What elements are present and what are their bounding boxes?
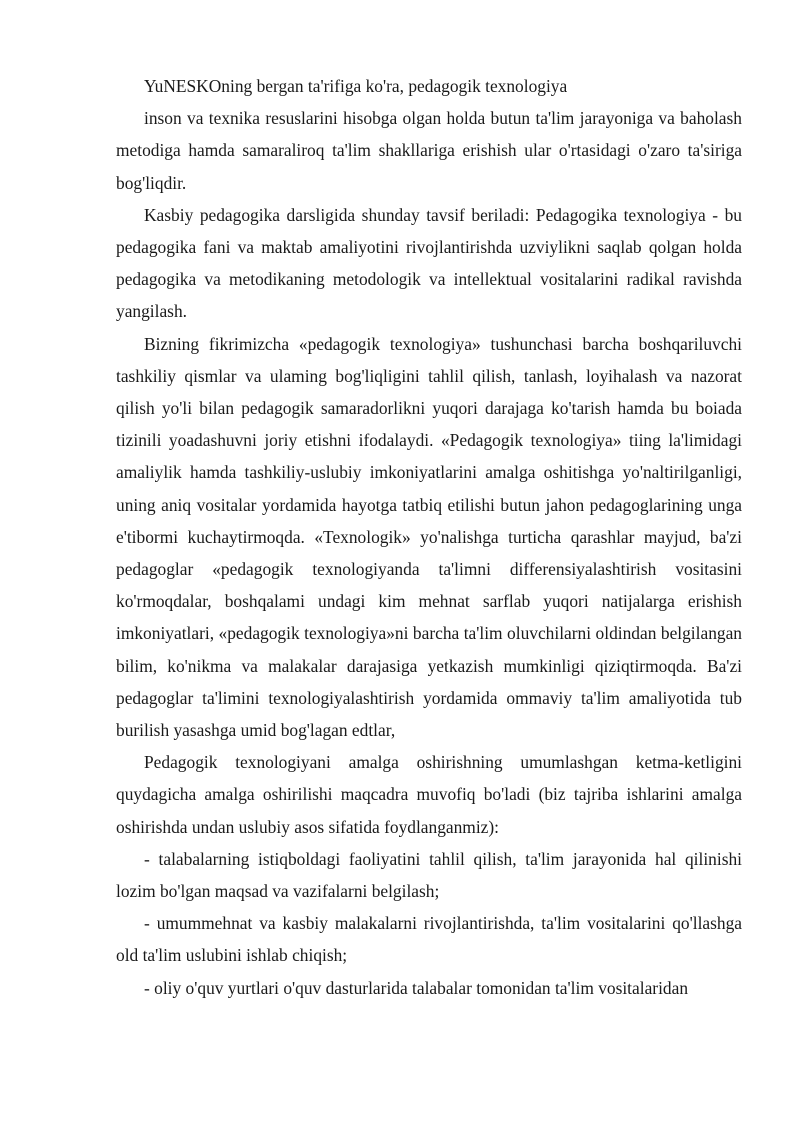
paragraph-implementation-sequence: Pedagogik texnologiyani amalga oshirishning umumlashgan ketma-ketligini quydagicha amalga oshirilishi maqcadra muvofiq bo'ladi (biz tajriba ishlarini amalga oshirishda undan uslubiy asos sifatida foydlanganmiz): <box>116 752 742 837</box>
paragraph-unesco-definition: inson va texnika resuslarini hisobga olgan holda butun ta'lim jarayoniga va baholash metodiga hamda samaraliroq ta'lim shakllariga erishish ular o'rtasidagi o'zaro ta'siriga bog'liqdir. <box>116 108 742 193</box>
list-item-curricula: - oliy o'quv yurtlari o'quv dasturlarida talabalar tomonidan ta'lim vositalaridan <box>144 977 689 998</box>
list-item-analysis: - talabalarning istiqboldagi faoliyatini tahlil qilish, ta'lim jarayonida hal qilinishi lozim bo'lgan maqsad va vazifalarni belgilash; <box>116 848 742 902</box>
list-item-method-development: - umummehnat va kasbiy malakalarni rivojlantirishda, ta'lim vositalarini qo'llashga old ta'lim uslubini ishlab chiqish; <box>116 913 742 966</box>
paragraph-unesco-intro: YuNESKOning bergan ta'rifiga ko'ra, pedagogik texnologiya <box>144 76 568 96</box>
paragraph-vocational-pedagogy: Kasbiy pedagogika darsligida shunday tavsif beriladi: Pedagogika texnologiya - bu pedagogika fani va maktab amaliyotini rivojlantirishda uzviylikni saqlab qolgan holda pedagogika va metodikaning metodologik va intellektual vositalarini radikal ravishda yangilash. <box>116 204 742 322</box>
paragraph-our-opinion: Bizning fikrimizcha «pedagogik texnologiya» tushunchasi barcha boshqariluvchi tashkiliy qismlar va ulaming bog'liqligini tahlil qilish, tanlash, loyihalash va nazorat qilish yo'li bilan pedagogik samaradorlikni yuqori darajaga ko'tarish hamda bu boiada tizinili yoadashuvni joriy etishni ifodalaydi. «Pedagogik texnologiya» tiing la'limidagi amaliylik hamda tashkiliy-uslubiy imkoniyatlarini amalga oshitishga yo'naltirilganligi, uning aniq vositalar yordamida hayotga tatbiq etilishi butun jahon pedagoglarining unga e'tibormi kuchaytirmoqda. «Texnologik» yo'nalishga turticha qarashlar mayjud, ba'zi pedagoglar «pedagogik texnologiyanda ta'limni differensiyalashtirish vositasini ko'rmoqdalar, boshqalami undagi kim mehnat sarflab yuqori natijalarga erishish imkoniyatlari, «pedagogik texnologiya»ni barcha ta'lim oluvchilarni oldindan belgilangan bilim, ko'nikma va malakalar darajasiga yetkazish mumkinligi qiziqtirmoqda. Ba'zi pedagoglar ta'limini texnologiyalashtirish yordamida ommaviy ta'lim amaliyotida tub burilish yasashga umid bog'lagan edtlar, <box>116 333 742 741</box>
document-body <box>116 70 742 1004</box>
